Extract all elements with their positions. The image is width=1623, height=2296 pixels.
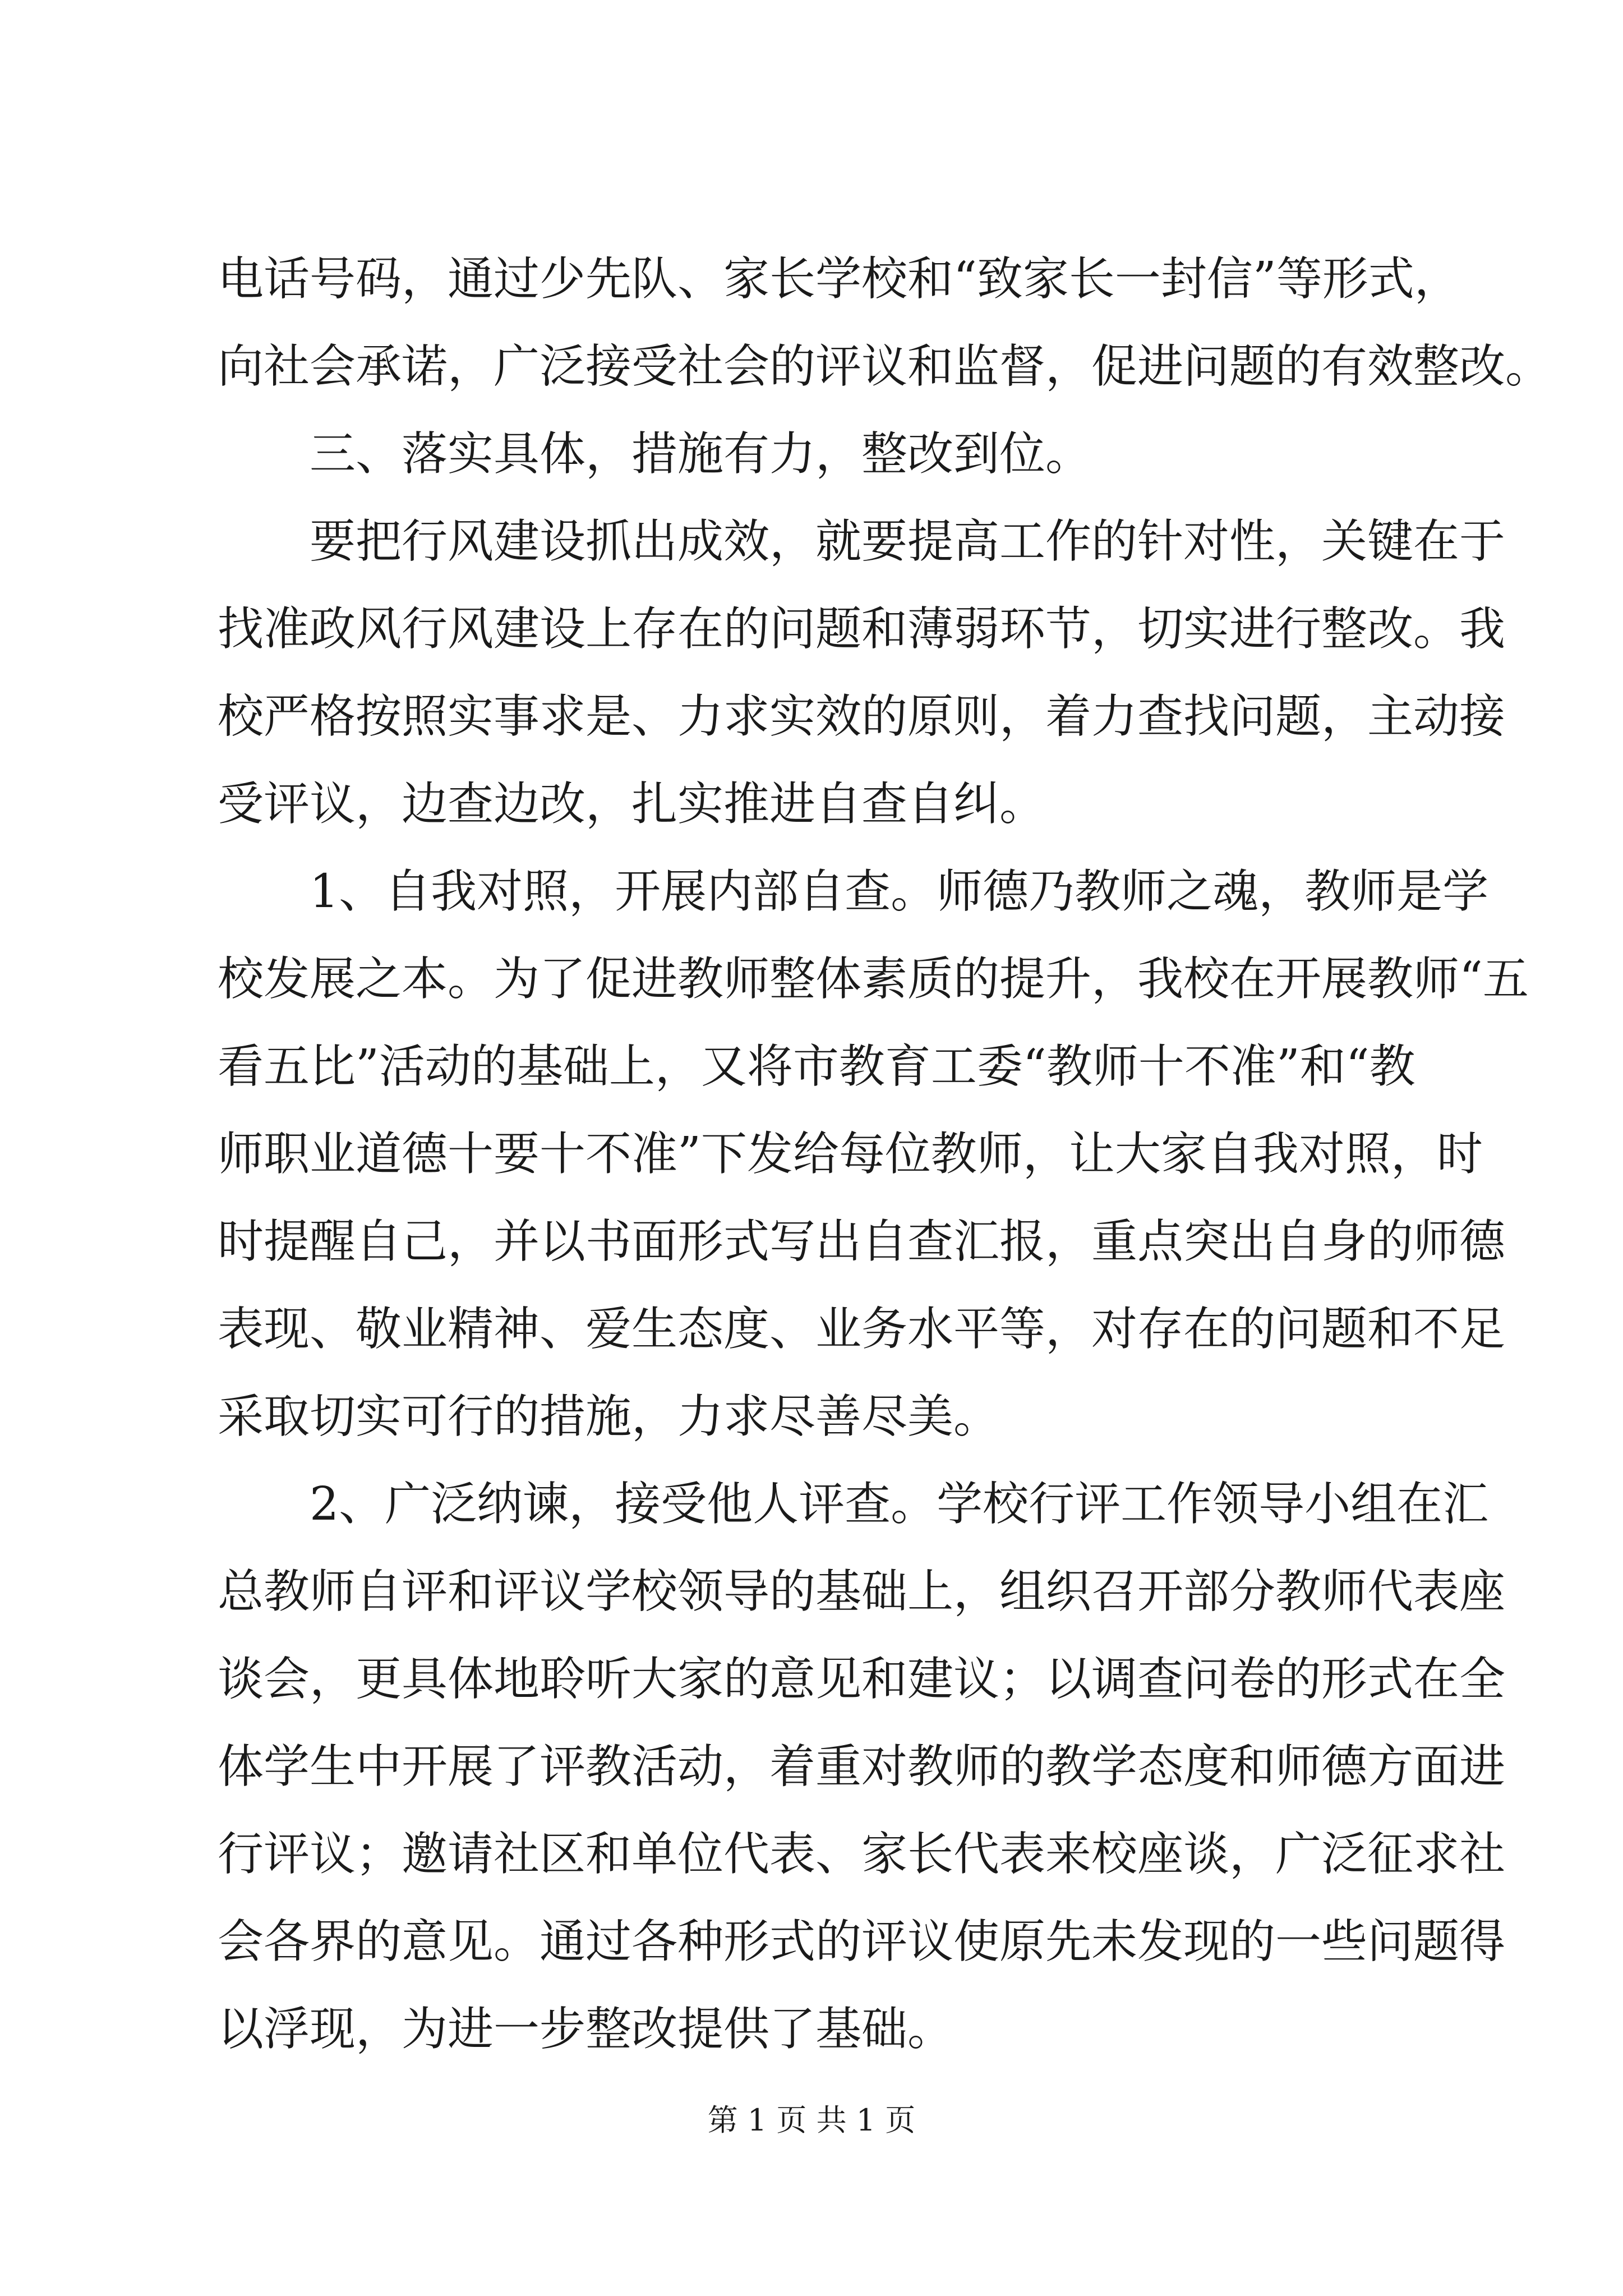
- text-line: 校发展之本。为了促进教师整体素质的提升，我校在开展教师“五: [218, 953, 1529, 1006]
- text-line: 要把行风建设抓出成效，就要提高工作的针对性，关键在于: [218, 515, 1506, 568]
- text-line: 向社会承诺，广泛接受社会的评议和监督，促进问题的有效整改。: [218, 340, 1552, 393]
- text-line: 会各界的意见。通过各种形式的评议使原先未发现的一些问题得: [218, 1915, 1506, 1968]
- text-line: 师职业道德十要十不准”下发给每位教师，让大家自我对照，时: [218, 1128, 1483, 1181]
- text-line: 找准政风行风建设上存在的问题和薄弱环节，切实进行整改。我: [218, 602, 1506, 656]
- text-line: 校严格按照实事求是、力求实效的原则，着力查找问题，主动接: [218, 690, 1506, 743]
- page-footer: [0, 2098, 1623, 2143]
- text-line: 谈会，更具体地聆听大家的意见和建议；以调查问卷的形式在全: [218, 1653, 1506, 1706]
- text-line: 时提醒自己，并以书面形式写出自查汇报，重点突出自身的师德: [218, 1215, 1506, 1268]
- text-line: 行评议；邀请社区和单位代表、家长代表来校座谈，广泛征求社: [218, 1828, 1506, 1881]
- text-line: 采取切实可行的措施，力求尽善尽美。: [218, 1390, 1000, 1443]
- text-line: 受评议，边查边改，扎实推进自查自纠。: [218, 777, 1046, 831]
- text-line: 看五比”活动的基础上，又将市教育工委“教师十不准”和“教: [218, 1040, 1415, 1093]
- text-line: 表现、敬业精神、爱生态度、业务水平等，对存在的问题和不足: [218, 1303, 1506, 1356]
- text-line: 总教师自评和评议学校领导的基础上，组织召开部分教师代表座: [218, 1565, 1506, 1618]
- text-line: 2、广泛纳谏，接受他人评查。学校行评工作领导小组在汇: [218, 1478, 1489, 1531]
- document-body: [218, 236, 1552, 2073]
- text-line: 1、自我对照，开展内部自查。师德乃教师之魂，教师是学: [218, 865, 1489, 918]
- text-line: 电话号码，通过少先队、家长学校和“致家长一封信”等形式，: [218, 252, 1460, 306]
- text-line: 以浮现，为进一步整改提供了基础。: [218, 2003, 954, 2056]
- section-heading: 三、落实具体，措施有力，整改到位。: [218, 427, 1092, 481]
- text-line: 体学生中开展了评教活动，着重对教师的教学态度和师德方面进: [218, 1740, 1506, 1793]
- page-number-label: 第 1 页 共 1 页: [707, 2102, 916, 2138]
